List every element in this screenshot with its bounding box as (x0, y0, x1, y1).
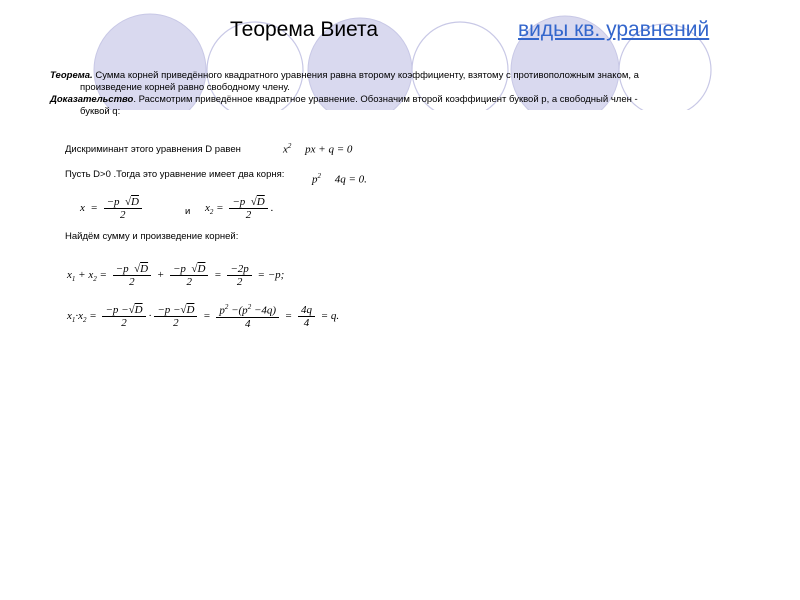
theorem-text-2: произведение корней равно свободному члену. (80, 82, 290, 93)
proof-text-2: буквой q: (80, 106, 121, 117)
discriminant-text: Дискриминант этого уравнения D равен (65, 144, 241, 155)
theorem-block (50, 70, 750, 118)
equation-types-link[interactable]: виды кв. уравнений (518, 18, 710, 41)
product-formula: $x_1\cdot x_2$ = $\frac{-p -√D}{2}$ · $\frac{-p -√D}{2}$ = $\frac{p^2 -(p^2 -4q)}{4}$ = $\frac{4q}{4}$ = q. (67, 303, 340, 330)
page-title: Теорема Виета (230, 18, 379, 41)
find-text: Найдём сумму и произведение корней: (65, 231, 239, 242)
case-text: Пусть D>0 .Тогда это уравнение имеет два корня: (65, 169, 285, 180)
root-x1-formula: x = $\frac{-p √D}{2}$ (80, 196, 145, 221)
proof-text: . Рассмотрим приведённое квадратное уравнение. Обозначим второй коэффициент буквой р, а свободный член - (133, 94, 638, 105)
theorem-text: Сумма корней приведённого квадратного уравнения равна второму коэффициенту, взятому с противоположным знаком, а (92, 70, 639, 81)
equation-reduced: $x^2$ px + q = 0 (283, 142, 353, 156)
and-text: и (185, 206, 191, 217)
theorem-label: Теорема. (50, 70, 93, 81)
proof-label: Доказательство (50, 94, 134, 105)
sum-formula: $x_1 + x_2$ = $\frac{-p √D}{2}$ + $\frac{-p √D}{2}$ = $\frac{-2p}{2}$ = −p; (67, 263, 285, 288)
root-x2-formula: $x_2$ = $\frac{-p √D}{2}$ . (205, 196, 274, 221)
discriminant-formula: $p^2$ 4q = 0. (312, 172, 367, 186)
